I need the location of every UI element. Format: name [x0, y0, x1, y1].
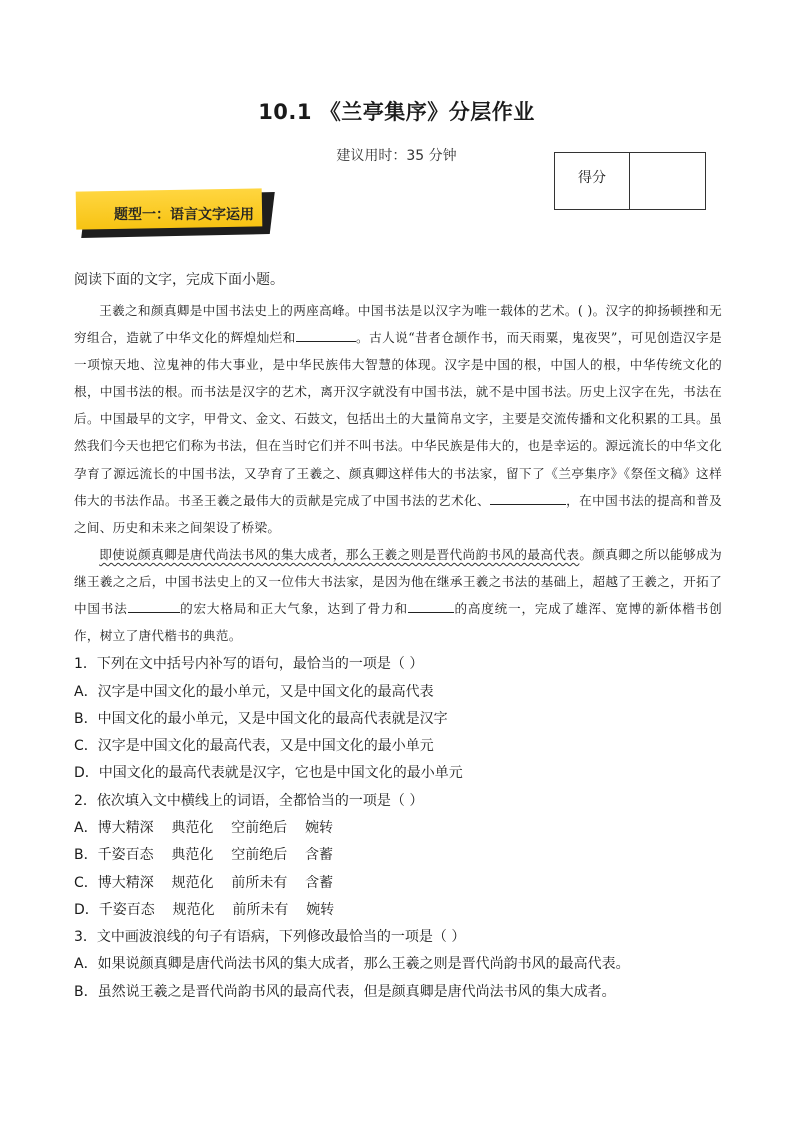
question-option: D．千姿百态 规范化 前所未有 婉转	[74, 901, 335, 918]
passage-text: 王羲之和颜真卿是中国书法史上的两座高峰。中国书法是以汉字为唯一载体的艺术。( )。汉字的抑扬顿挫和无穷组合，造就了中华文化的辉煌灿烂和	[74, 303, 722, 346]
passage-text: 。颜真卿之所以能够成为继王羲之之后，中国书法史上的又一位伟大书法家，是因为他在继承王羲之书法的基础上，超越了王羲之，开拓了中国书法	[74, 546, 722, 617]
score-value-cell	[630, 153, 705, 209]
wavy-underlined-sentence: 即使说颜真卿是唐代尚法书风的集大成者，那么王羲之则是晋代尚韵书风的最高代表	[99, 546, 580, 562]
page-title: 10.1 《兰亭集序》分层作业	[258, 100, 535, 124]
question-option: B．虽然说王羲之是晋代尚韵书风的最高代表，但是颜真卿是唐代尚法书风的集大成者。	[74, 983, 616, 1000]
reading-passage	[74, 297, 722, 649]
question-list	[74, 651, 722, 1006]
question-stem: 3．文中画波浪线的句子有语病，下列修改最恰当的一项是（ ）	[74, 929, 466, 946]
question-stem: 2．依次填入文中横线上的词语，全都恰当的一项是（ ）	[74, 792, 424, 809]
main-content	[74, 270, 722, 1006]
fill-blank-3	[128, 598, 180, 613]
question-option: A．如果说颜真卿是唐代尚法书风的集大成者，那么王羲之则是晋代尚韵书风的最高代表。	[74, 956, 630, 973]
reading-instruction: 阅读下面的文字，完成下面小题。	[74, 272, 284, 288]
fill-blank-1	[296, 327, 356, 342]
question-option: C．博大精深 规范化 前所未有 含蓄	[74, 874, 334, 891]
question-option: D．中国文化的最高代表就是汉字，它也是中国文化的最小单元	[74, 765, 463, 782]
section-banner	[74, 190, 270, 234]
passage-text: 。古人说“昔者仓颉作书，而天雨粟，鬼夜哭”，可见创造汉字是一项惊天地、泣鬼神的伟大事业，是中华民族伟大智慧的体现。汉字是中国的根，中国人的根，中华传统文化的根，中国书法的根。而书法是汉字的艺术，离开汉字就没有中国书法，就不是中国书法。历史上汉字在先，书法在后。中国最早的文字，甲骨文、金文、石鼓文，包括出土的大量简帛文字，主要是交流传播和文化积累的工具。虽然我们今天也把它们称为书法，但在当时它们并不叫书法。中华民族是伟大的，也是幸运的。源远流长的中华文化孕育了源远流长的中国书法，又孕育了王羲之、颜真卿这样伟大的书法家，留下了《兰亭集序》《祭侄文稿》这样伟大的书法作品。书圣王羲之最伟大的贡献是完成了中国书法的艺术化、	[74, 330, 722, 508]
section-banner-label: 题型一：语言文字运用	[114, 207, 254, 223]
question-stem: 1．下列在文中括号内补写的语句，最恰当的一项是（ ）	[74, 656, 424, 673]
passage-paragraph-2	[74, 541, 722, 649]
passage-text: 的高度统一，完成了雄浑、宽博的新体楷书创作，树立了唐代楷书的典范。	[74, 601, 722, 644]
passage-text: 的宏大格局和正大气象，达到了骨力和	[179, 601, 408, 617]
passage-text: ，在中国书法的提高和普及之间、历史和未来之间架设了桥梁。	[74, 492, 722, 535]
passage-paragraph-1	[74, 297, 722, 541]
question-option: A．汉字是中国文化的最小单元，又是中国文化的最高代表	[74, 683, 434, 700]
fill-blank-4	[408, 598, 454, 613]
question-option: B．中国文化的最小单元，又是中国文化的最高代表就是汉字	[74, 710, 448, 727]
score-label: 得分	[555, 153, 630, 209]
question-option: B．千姿百态 典范化 空前绝后 含蓄	[74, 847, 334, 864]
fill-blank-2	[490, 490, 566, 505]
question-option: C．汉字是中国文化的最高代表，又是中国文化的最小单元	[74, 738, 434, 755]
suggested-time: 建议用时：35 分钟	[336, 148, 457, 164]
score-box	[554, 152, 706, 210]
question-option: A．博大精深 典范化 空前绝后 婉转	[74, 820, 333, 836]
